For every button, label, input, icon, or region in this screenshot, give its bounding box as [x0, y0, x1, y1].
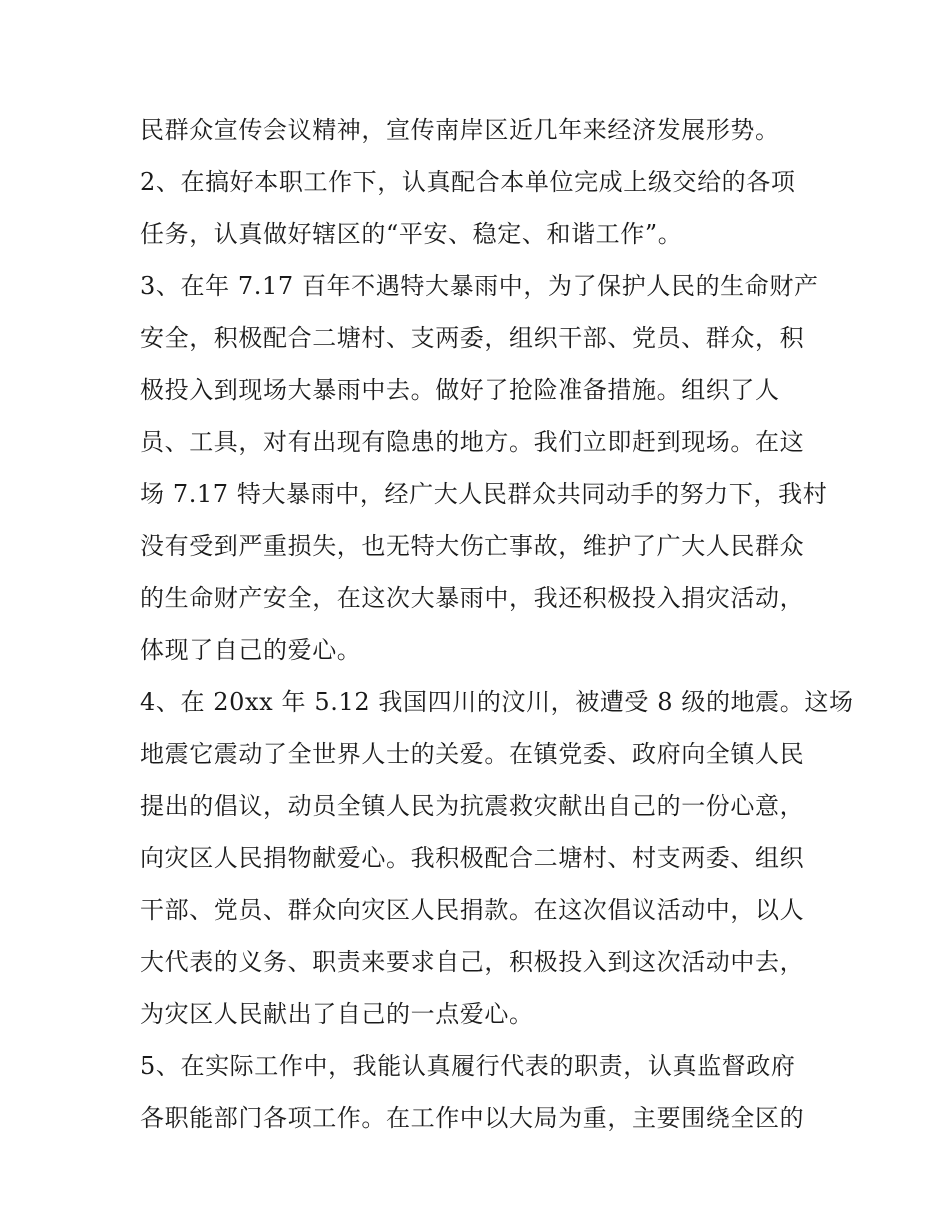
text-line: 的生命财产安全，在这次大暴雨中，我还积极投入捐灾活动， [140, 584, 805, 612]
text-line: 干部、党员、群众向灾区人民捐款。在这次倡议活动中，以人 [140, 896, 805, 924]
text-line: 提出的倡议，动员全镇人民为抗震救灾献出自己的一份心意， [140, 792, 805, 820]
text-line: 4、在 20xx 年 5.12 我国四川的汶川，被遭受 8 级的地震。这场 [140, 688, 854, 716]
text-line: 体现了自己的爱心。 [140, 636, 362, 664]
text-line: 3、在年 7.17 百年不遇特大暴雨中，为了保护人民的生命财产 [140, 272, 819, 300]
text-line: 为灾区人民献出了自己的一点爱心。 [140, 1000, 534, 1028]
text-line: 任务，认真做好辖区的“平安、稳定、和谐工作”。 [140, 220, 683, 248]
document-body [140, 104, 854, 1144]
text-line: 2、在搞好本职工作下，认真配合本单位完成上级交给的各项 [140, 168, 796, 196]
text-line: 5、在实际工作中，我能认真履行代表的职责，认真监督政府 [140, 1052, 796, 1080]
text-line: 大代表的义务、职责来要求自己，积极投入到这次活动中去， [140, 948, 805, 976]
text-line: 安全，积极配合二塘村、支两委，组织干部、党员、群众，积 [140, 324, 805, 352]
text-line: 民群众宣传会议精神，宣传南岸区近几年来经济发展形势。 [140, 116, 780, 144]
text-line: 场 7.17 特大暴雨中，经广大人民群众共同动手的努力下，我村 [140, 480, 828, 508]
text-line: 员、工具，对有出现有隐患的地方。我们立即赶到现场。在这 [140, 428, 805, 456]
text-line: 向灾区人民捐物献爱心。我积极配合二塘村、村支两委、组织 [140, 844, 805, 872]
text-line: 各职能部门各项工作。在工作中以大局为重，主要围绕全区的 [140, 1104, 805, 1132]
text-line: 极投入到现场大暴雨中去。做好了抢险准备措施。组织了人 [140, 376, 780, 404]
text-line: 地震它震动了全世界人士的关爱。在镇党委、政府向全镇人民 [140, 740, 805, 768]
text-line: 没有受到严重损失，也无特大伤亡事故，维护了广大人民群众 [140, 532, 805, 560]
